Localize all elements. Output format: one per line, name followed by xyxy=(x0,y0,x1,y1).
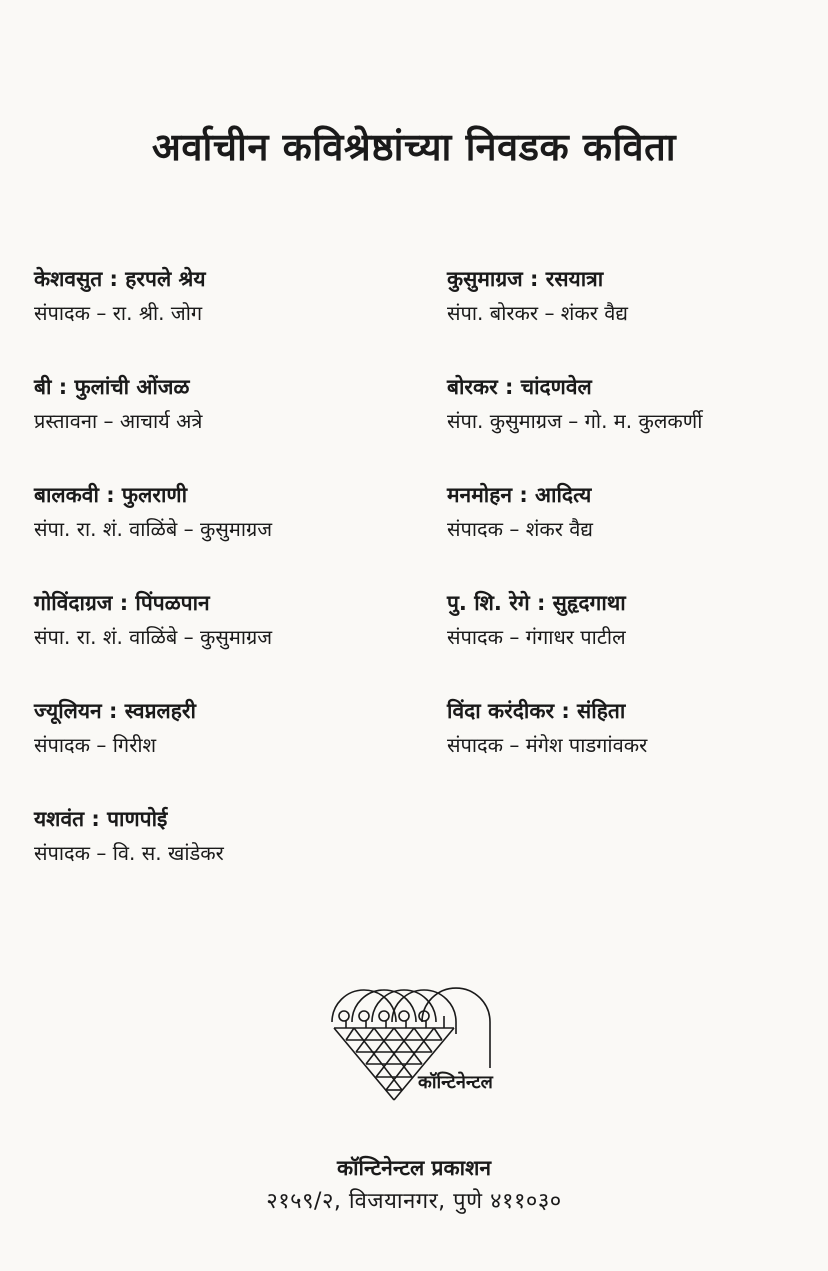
book-editor: संपादक – रा. श्री. जोग xyxy=(34,301,203,325)
book-entry xyxy=(34,262,414,370)
right-book-list xyxy=(447,262,817,802)
book-editor: संपादक – वि. स. खांडेकर xyxy=(34,841,224,865)
book-editor: संपादक – गंगाधर पाटील xyxy=(447,625,626,649)
book-title: केशवसुत : हरपले श्रेय xyxy=(34,267,206,291)
book-entry xyxy=(447,478,817,586)
left-book-list xyxy=(34,262,414,910)
book-title: यशवंत : पाणपोई xyxy=(34,807,168,831)
book-entry xyxy=(34,370,414,478)
book-entry xyxy=(34,478,414,586)
book-editor: संपादक – मंगेश पाडगांवकर xyxy=(447,733,648,757)
book-title: बालकवी : फुलराणी xyxy=(34,483,188,507)
book-entry xyxy=(34,586,414,694)
book-editor: संपा. कुसुमाग्रज – गो. म. कुलकर्णी xyxy=(447,409,703,433)
book-editor: संपादक – शंकर वैद्य xyxy=(447,517,593,541)
book-editor: संपा. रा. शं. वाळिंबे – कुसुमाग्रज xyxy=(34,517,273,541)
book-entry xyxy=(34,694,414,802)
book-title: कुसुमाग्रज : रसयात्रा xyxy=(447,267,604,291)
logo-wordmark: कॉन्टिनेन्टल xyxy=(418,1072,493,1093)
book-editor: संपादक – गिरीश xyxy=(34,733,157,757)
book-entry xyxy=(447,262,817,370)
book-entry xyxy=(447,370,817,478)
book-entry xyxy=(447,586,817,694)
book-title: गोविंदाग्रज : पिंपळपान xyxy=(34,591,210,615)
book-title: बोरकर : चांदणवेल xyxy=(447,375,592,399)
book-title: मनमोहन : आदित्य xyxy=(447,483,592,507)
book-title: विंदा करंदीकर : संहिता xyxy=(447,699,626,723)
book-title: बी : फुलांची ओंजळ xyxy=(34,375,190,399)
book-editor: संपा. बोरकर – शंकर वैद्य xyxy=(447,301,629,325)
book-title: ज्यूलियन : स्वप्नलहरी xyxy=(34,699,196,723)
page-title: अर्वाचीन कविश्रेष्ठांच्या निवडक कविता xyxy=(151,125,677,169)
book-entry xyxy=(34,802,414,910)
book-entry xyxy=(447,694,817,802)
publisher-address: २१५९/२, विजयानगर, पुणे ४११०३० xyxy=(266,1189,562,1214)
book-editor: प्रस्तावना – आचार्य अत्रे xyxy=(34,409,203,433)
book-title: पु. शि. रेगे : सुहृदगाथा xyxy=(447,591,626,615)
book-editor: संपा. रा. शं. वाळिंबे – कुसुमाग्रज xyxy=(34,625,273,649)
publisher-name: कॉन्टिनेन्टल प्रकाशन xyxy=(336,1156,492,1180)
